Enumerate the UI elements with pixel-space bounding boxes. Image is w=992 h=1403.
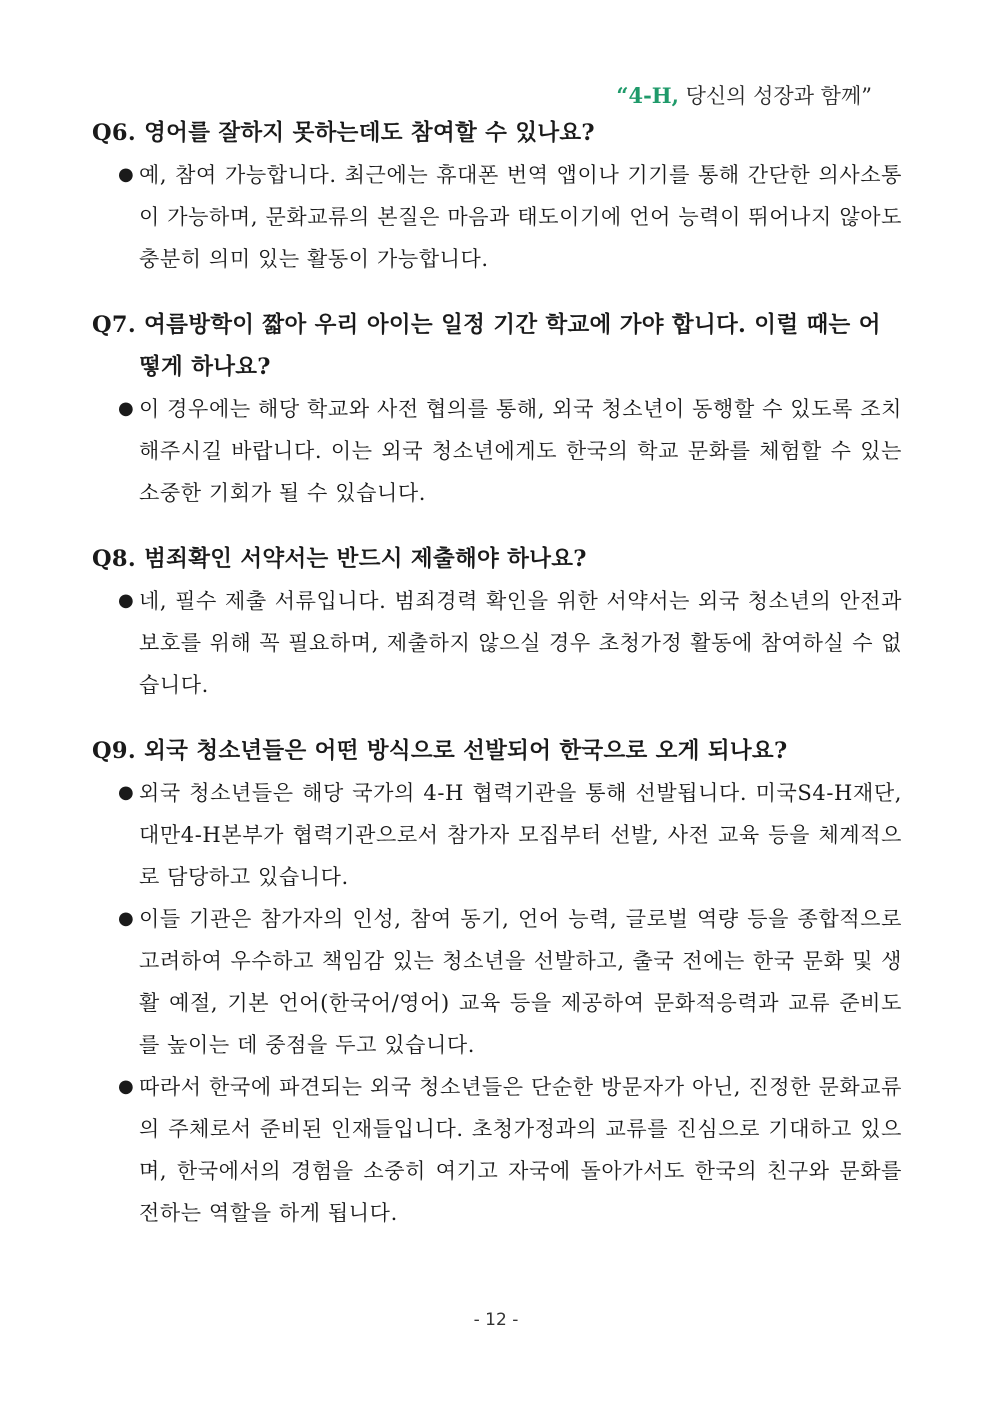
answer-text: 외국 청소년들은 해당 국가의 4-H 협력기관을 통해 선발됩니다. 미국S4-H재단, 대만4-H본부가 협력기관으로서 참가자 모집부터 선발, 사전 교육 등을 체계적으로 담당하고 있습니다. <box>139 781 902 889</box>
bullet-icon: ● <box>118 782 135 803</box>
faq-content <box>92 112 902 1234</box>
bullet-icon: ● <box>118 908 135 929</box>
question-q6: Q6. 영어를 잘하지 못하는데도 참여할 수 있나요? <box>92 120 595 146</box>
answer-item <box>92 388 902 514</box>
answer-list <box>92 154 902 280</box>
faq-item-q6 <box>92 112 902 280</box>
question-q8: Q8. 범죄확인 서약서는 반드시 제출해야 하나요? <box>92 546 587 572</box>
faq-item-q7 <box>92 304 902 514</box>
answer-item <box>92 898 902 1066</box>
answer-item <box>92 580 902 706</box>
answer-item <box>92 772 902 898</box>
bullet-icon: ● <box>118 164 135 185</box>
answer-item <box>92 154 902 280</box>
question-q9: Q9. 외국 청소년들은 어떤 방식으로 선발되어 한국으로 오게 되나요? <box>92 738 788 764</box>
bullet-icon: ● <box>118 398 135 419</box>
answer-list <box>92 388 902 514</box>
header-accent: “4-H, <box>616 83 679 108</box>
bullet-icon: ● <box>118 1076 135 1097</box>
running-header <box>616 80 872 110</box>
answer-text: 예, 참여 가능합니다. 최근에는 휴대폰 번역 앱이나 기기를 통해 간단한 의사소통이 가능하며, 문화교류의 본질은 마음과 태도이기에 언어 능력이 뛰어나지 않아도 충분히 의미 있는 활동이 가능합니다. <box>139 163 902 271</box>
header-title: 당신의 성장과 함께” <box>678 84 872 108</box>
answer-text: 이 경우에는 해당 학교와 사전 협의를 통해, 외국 청소년이 동행할 수 있도록 조치해주시길 바랍니다. 이는 외국 청소년에게도 한국의 학교 문화를 체험할 수 있는 소중한 기회가 될 수 있습니다. <box>139 397 902 505</box>
answer-item <box>92 1066 902 1234</box>
page-number: - 12 - <box>473 1310 519 1330</box>
answer-text: 이들 기관은 참가자의 인성, 참여 동기, 언어 능력, 글로벌 역량 등을 종합적으로 고려하여 우수하고 책임감 있는 청소년을 선발하고, 출국 전에는 한국 문화 및 생활 예절, 기본 언어(한국어/영어) 교육 등을 제공하여 문화적응력과 교류 준비도를 높이는 데 중점을 두고 있습니다. <box>139 907 902 1057</box>
bullet-icon: ● <box>118 590 135 611</box>
answer-list <box>92 580 902 706</box>
faq-item-q8 <box>92 538 902 706</box>
answer-list <box>92 772 902 1234</box>
answer-text: 따라서 한국에 파견되는 외국 청소년들은 단순한 방문자가 아닌, 진정한 문화교류의 주체로서 준비된 인재들입니다. 초청가정과의 교류를 진심으로 기대하고 있으며, 한국에서의 경험을 소중히 여기고 자국에 돌아가서도 한국의 친구와 문화를 전하는 역할을 하게 됩니다. <box>139 1075 902 1225</box>
faq-item-q9 <box>92 730 902 1234</box>
question-q7: Q7. 여름방학이 짧아 우리 아이는 일정 기간 학교에 가야 합니다. 이럴 때는 어떻게 하나요? <box>92 312 881 380</box>
answer-text: 네, 필수 제출 서류입니다. 범죄경력 확인을 위한 서약서는 외국 청소년의 안전과 보호를 위해 꼭 필요하며, 제출하지 않으실 경우 초청가정 활동에 참여하실 수 없습니다. <box>139 589 902 697</box>
